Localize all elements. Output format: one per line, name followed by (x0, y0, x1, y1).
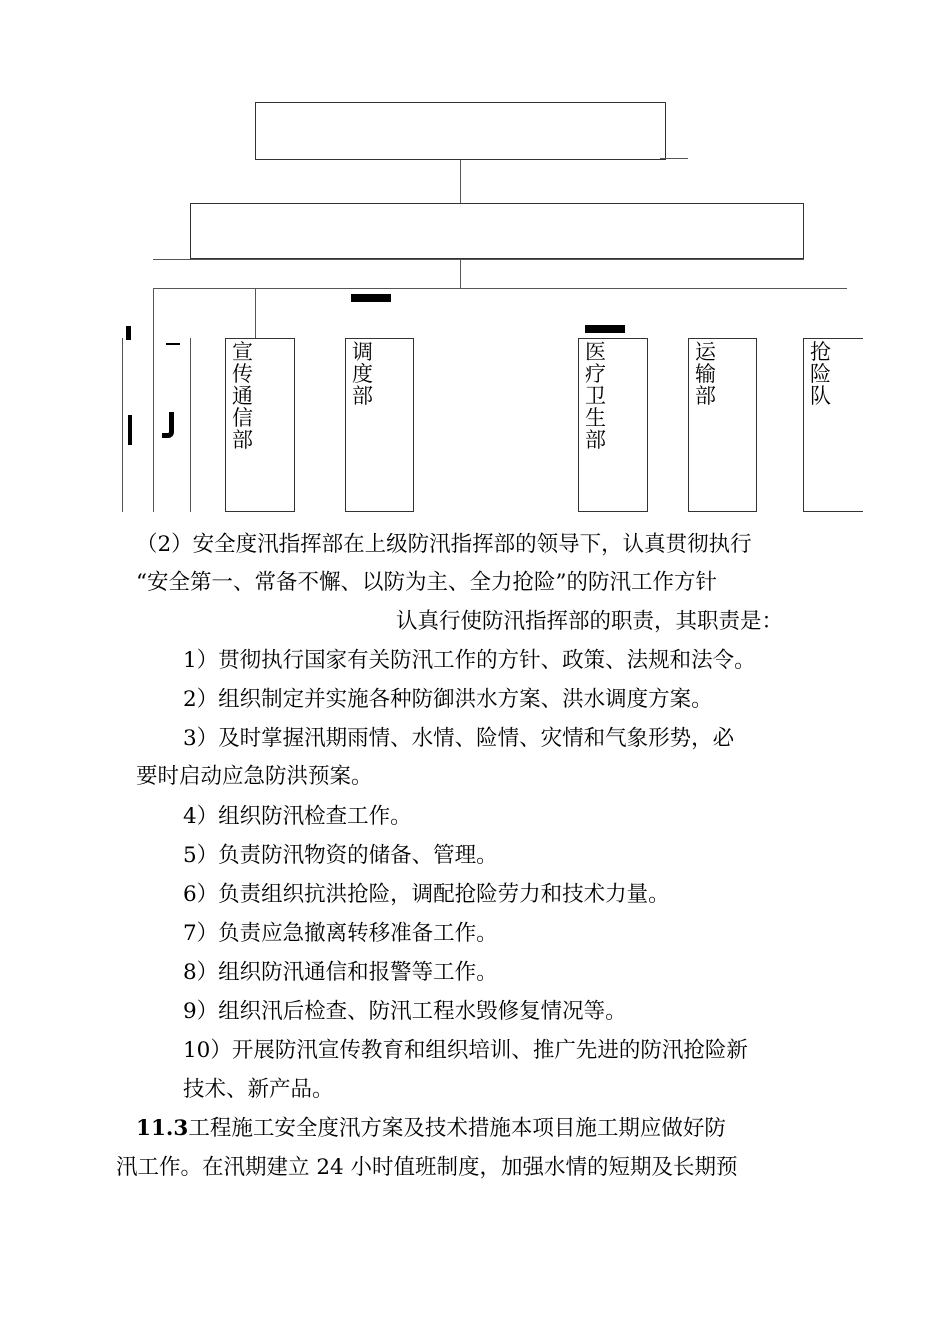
branch-line (153, 288, 847, 289)
branch-drop-2 (255, 288, 256, 338)
dept-box-transport (688, 338, 757, 512)
paragraph-line: “安全第一、常备不懈、以防为主、全力抢险”的防汛工作方针 (136, 570, 717, 595)
partial-box-edge-1 (122, 338, 123, 512)
top-box (255, 102, 666, 160)
dept-label: 抢险队 (810, 340, 831, 408)
list-item: 4）组织防汛检查工作。 (183, 804, 412, 829)
list-item: 3）及时掌握汛期雨情、水情、险情、灾情和气象形势，必 (183, 726, 735, 751)
mark-bar-2 (585, 325, 625, 333)
list-item: 2）组织制定并实施各种防御洪水方案、洪水调度方案。 (183, 687, 713, 712)
list-item: 8）组织防汛通信和报警等工作。 (183, 960, 498, 985)
paragraph-line: 认真行使防汛指挥部的职责，其职责是： (396, 609, 784, 634)
list-item-continuation: 技术、新产品。 (183, 1077, 334, 1102)
section-heading-line (136, 1114, 726, 1144)
dept-label: 医疗卫生部 (585, 340, 606, 452)
section-heading-text: 工程施工安全度汛方案及技术措施本项目施工期应做好防 (188, 1116, 726, 1141)
dept-box-medical (578, 338, 648, 512)
paragraph-line: （2）安全度汛指挥部在上级防汛指挥部的领导下，认真贯彻执行 (136, 532, 752, 557)
list-item: 1）贯彻执行国家有关防汛工作的方针、政策、法规和法令。 (183, 648, 756, 673)
list-item: 9）组织汛后检查、防汛工程水毁修复情况等。 (183, 999, 627, 1024)
partial-mark-4 (162, 412, 174, 438)
list-item: 10）开展防汛宣传教育和组织培训、推广先进的防汛抢险新 (183, 1038, 748, 1063)
top-box-underline (660, 158, 688, 159)
mark-bar-1 (351, 294, 391, 302)
connector-top (460, 160, 461, 203)
partial-mark-3 (166, 343, 180, 345)
second-box (190, 203, 804, 259)
section-number: 11.3 (136, 1116, 189, 1141)
second-box-underline (153, 259, 804, 260)
branch-drop-left (153, 288, 154, 512)
list-item-continuation: 要时启动应急防洪预案。 (136, 764, 373, 789)
list-item: 7）负责应急撤离转移准备工作。 (183, 921, 498, 946)
dept-box-rescue (803, 338, 863, 512)
connector-middle (460, 259, 461, 288)
partial-box-edge-2 (190, 338, 191, 512)
dept-box-publicity (225, 338, 295, 512)
dept-box-dispatch (345, 338, 414, 512)
list-item: 5）负责防汛物资的储备、管理。 (183, 843, 498, 868)
dept-label: 调度部 (352, 340, 373, 408)
dept-label: 宣传通信部 (232, 340, 253, 452)
partial-mark-2 (128, 415, 132, 445)
paragraph-line: 汛工作。在汛期建立 24 小时值班制度，加强水情的短期及长期预 (116, 1155, 738, 1180)
dept-label: 运输部 (695, 340, 716, 408)
partial-mark-1 (126, 326, 131, 340)
list-item: 6）负责组织抗洪抢险，调配抢险劳力和技术力量。 (183, 882, 670, 907)
